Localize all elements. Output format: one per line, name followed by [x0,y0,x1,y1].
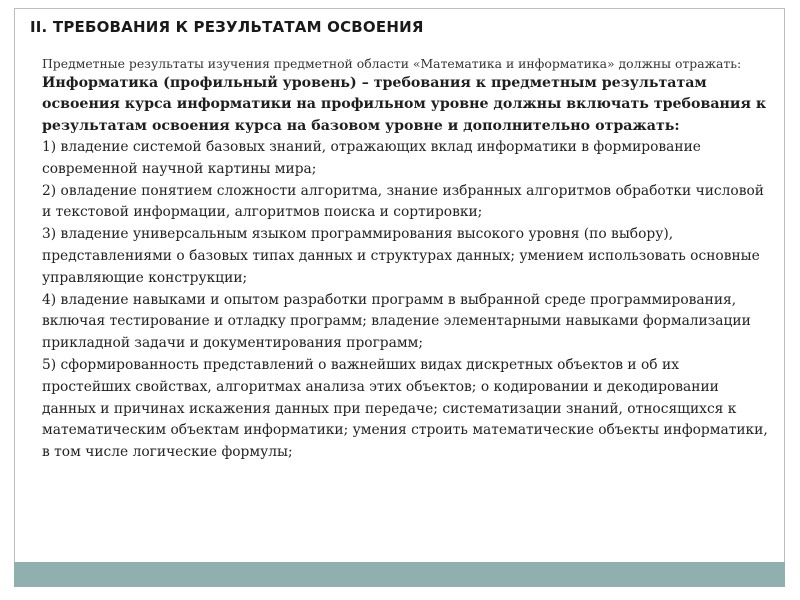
requirement-item-3: 3) владение универсальным языком программирования высокого уровня (по выбору), представлениями о базовых типах данных и структурах данных; умением использовать основные управляющие конструкции; [42,226,760,286]
footer-bar [14,562,785,587]
requirements-heading: Информатика (профильный уровень) – требования к предметным результатам освоения курса информатики на профильном уровне должны включать требования к результатам освоения курса на базовом уровне и дополнительно отражать: [42,74,767,134]
requirement-item-4: 4) владение навыками и опытом разработки программ в выбранной среде программирования, включая тестирование и отладку программ; владение элементарными навыками формализации прикладной задачи и документирования программ; [42,291,751,352]
intro-text: Предметные результаты изучения предметной области «Математика и информатика» должны отражать: [42,56,742,71]
slide-title: II. ТРЕБОВАНИЯ К РЕЗУЛЬТАТАМ ОСВОЕНИЯ [30,18,424,36]
requirement-item-2: 2) овладение понятием сложности алгоритма, знание избранных алгоритмов обработки числовой и текстовой информации, алгоритмов поиска и сортировки; [42,182,764,221]
requirement-item-5: 5) сформированность представлений о важнейших видах дискретных объектов и об их простейших свойствах, алгоритмах анализа этих объектов; о кодировании и декодировании данных и причинах искажения данных при передаче; систематизации знаний, относящихся к математическим объектам информатики; умения строить математические объекты информатики, в том числе логические формулы; [42,356,768,461]
slide-content [42,55,770,464]
requirement-item-1: 1) владение системой базовых знаний, отражающих вклад информатики в формирование современной научной картины мира; [42,139,701,177]
